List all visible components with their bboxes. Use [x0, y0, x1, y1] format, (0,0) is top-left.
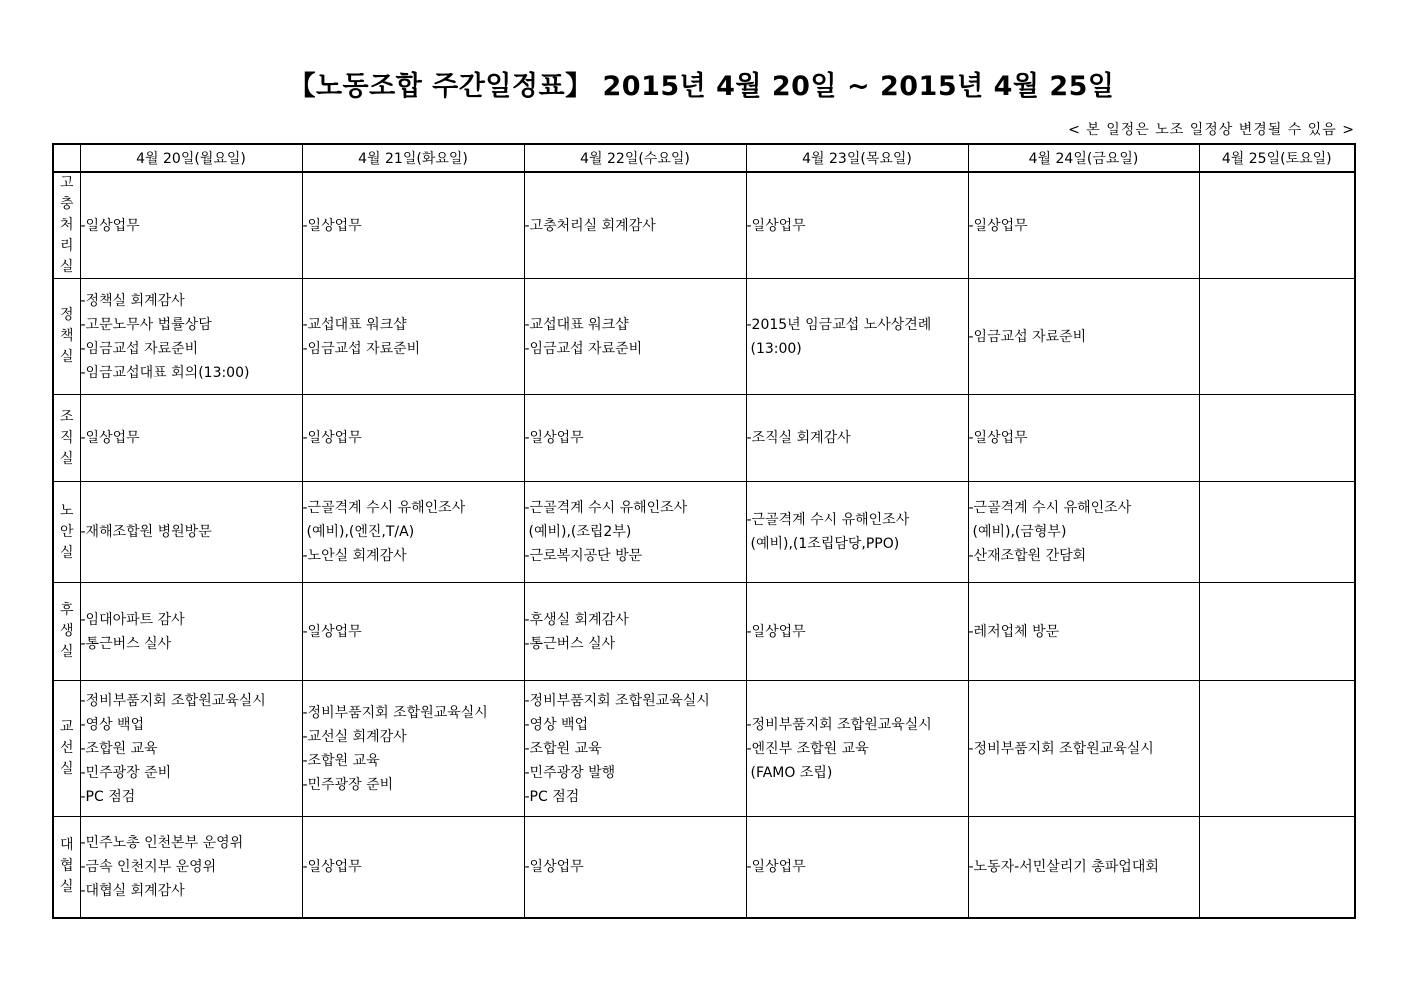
schedule-row — [53, 395, 1355, 482]
schedule-item: -조합원 교육 — [524, 740, 602, 757]
schedule-cell — [968, 395, 1199, 482]
schedule-cell — [746, 681, 968, 817]
schedule-item: -민주노총 인천본부 운영위 — [80, 834, 244, 851]
schedule-item: (예비),(엔진,T/A) — [306, 524, 415, 540]
department-name: 노안실 — [59, 502, 74, 561]
day-header: 4월 23일(목요일) — [746, 144, 968, 172]
schedule-item: -정비부품지회 조합원교육실시 — [524, 692, 710, 709]
schedule-item: -민주광장 준비 — [80, 764, 172, 781]
day-header: 4월 21일(화요일) — [302, 144, 524, 172]
schedule-cell — [746, 482, 968, 583]
schedule-item: (예비),(1조립담당,PPO) — [750, 536, 900, 552]
schedule-item: -일상업무 — [80, 217, 140, 234]
schedule-item: -노안실 회계감사 — [302, 548, 407, 564]
schedule-item: (예비),(금형부) — [972, 524, 1067, 540]
schedule-item: -임금교섭 자료준비 — [302, 340, 421, 357]
schedule-item: -정비부품지회 조합원교육실시 — [80, 692, 266, 709]
schedule-item: -레저업체 방문 — [968, 623, 1060, 640]
day-header: 4월 22일(수요일) — [524, 144, 746, 172]
schedule-item: -일상업무 — [746, 858, 806, 875]
schedule-cell — [80, 279, 302, 395]
schedule-cell — [1199, 279, 1355, 395]
schedule-item: -고충처리실 회계감사 — [524, 217, 656, 234]
schedule-cell — [746, 279, 968, 395]
schedule-item: -임금교섭대표 회의(13:00) — [80, 364, 250, 381]
department-name: 조직실 — [59, 408, 74, 467]
schedule-item: -임대아파트 감사 — [80, 611, 185, 628]
schedule-cell — [302, 817, 524, 918]
schedule-item: -금속 인천지부 운영위 — [80, 858, 217, 875]
day-header: 4월 24일(금요일) — [968, 144, 1199, 172]
corner-cell — [53, 144, 80, 172]
schedule-item: -민주광장 발행 — [524, 764, 616, 781]
schedule-cell — [968, 583, 1199, 681]
schedule-item: -산재조합원 간담회 — [968, 548, 1087, 564]
schedule-item: -일상업무 — [746, 217, 806, 234]
schedule-item: (예비),(조립2부) — [528, 524, 632, 540]
schedule-item: -통근버스 실사 — [524, 635, 616, 652]
schedule-cell — [524, 681, 746, 817]
schedule-cell — [80, 172, 302, 279]
department-label — [53, 482, 80, 583]
schedule-cell — [1199, 395, 1355, 482]
schedule-change-note: < 본 일정은 노조 일정상 변경될 수 있음 > — [1068, 122, 1355, 138]
schedule-item: -근골격계 수시 유해인조사 — [302, 500, 466, 516]
schedule-cell — [80, 817, 302, 918]
schedule-item: -일상업무 — [968, 217, 1028, 234]
schedule-item: -일상업무 — [80, 430, 140, 446]
schedule-cell — [80, 482, 302, 583]
schedule-cell — [746, 583, 968, 681]
schedule-item: -재해조합원 병원방문 — [80, 524, 212, 540]
department-label — [53, 583, 80, 681]
schedule-cell — [80, 395, 302, 482]
schedule-item: -일상업무 — [302, 217, 362, 234]
schedule-item: -정비부품지회 조합원교육실시 — [968, 740, 1154, 757]
schedule-item: -임금교섭 자료준비 — [968, 328, 1087, 345]
schedule-row — [53, 279, 1355, 395]
schedule-cell — [968, 482, 1199, 583]
schedule-item: -일상업무 — [302, 858, 362, 875]
schedule-cell — [302, 482, 524, 583]
schedule-row — [53, 681, 1355, 817]
schedule-cell — [968, 817, 1199, 918]
day-header: 4월 20일(월요일) — [80, 144, 302, 172]
schedule-item: -PC 점검 — [524, 788, 580, 805]
schedule-item: -엔진부 조합원 교육 — [746, 740, 869, 757]
schedule-item: -2015년 임금교섭 노사상견례 — [746, 316, 932, 333]
department-label — [53, 681, 80, 817]
schedule-cell — [1199, 583, 1355, 681]
schedule-item: -교섭대표 워크샵 — [524, 316, 629, 333]
schedule-cell — [524, 395, 746, 482]
schedule-item: -정책실 회계감사 — [80, 292, 185, 309]
header-row — [53, 144, 1355, 172]
schedule-item: -영상 백업 — [524, 716, 589, 733]
department-label — [53, 395, 80, 482]
schedule-item: -임금교섭 자료준비 — [524, 340, 643, 357]
schedule-cell — [302, 279, 524, 395]
schedule-cell — [968, 172, 1199, 279]
department-name: 후생실 — [59, 602, 74, 660]
schedule-item: -민주광장 준비 — [302, 776, 394, 793]
schedule-item: -근골격계 수시 유해인조사 — [968, 500, 1132, 516]
schedule-row — [53, 172, 1355, 279]
schedule-item: -후생실 회계감사 — [524, 611, 629, 628]
page-title: 【노동조합 주간일정표】 2015년 4월 20일 ~ 2015년 4월 25일 — [288, 71, 1115, 102]
schedule-cell — [1199, 172, 1355, 279]
schedule-cell — [302, 395, 524, 482]
schedule-item: -일상업무 — [746, 623, 806, 640]
schedule-item: -정비부품지회 조합원교육실시 — [302, 704, 488, 721]
schedule-item: -통근버스 실사 — [80, 635, 172, 652]
schedule-cell — [524, 482, 746, 583]
schedule-cell — [968, 681, 1199, 817]
weekly-schedule-table — [52, 143, 1356, 919]
schedule-item: -일상업무 — [524, 430, 584, 446]
schedule-cell — [524, 172, 746, 279]
department-label — [53, 279, 80, 395]
department-name: 정책실 — [59, 307, 74, 365]
schedule-item: -일상업무 — [524, 858, 584, 875]
schedule-cell — [80, 583, 302, 681]
schedule-item: -일상업무 — [968, 430, 1028, 446]
department-label — [53, 172, 80, 279]
schedule-item: (13:00) — [750, 340, 802, 357]
schedule-item: -근골격계 수시 유해인조사 — [746, 512, 910, 528]
schedule-cell — [1199, 681, 1355, 817]
department-label — [53, 817, 80, 918]
schedule-item: -근골격계 수시 유해인조사 — [524, 500, 688, 516]
schedule-item: -정비부품지회 조합원교육실시 — [746, 716, 932, 733]
schedule-item: -고문노무사 법률상담 — [80, 316, 212, 333]
schedule-row — [53, 817, 1355, 918]
schedule-item: -교선실 회계감사 — [302, 728, 407, 745]
schedule-cell — [524, 583, 746, 681]
schedule-item: -조합원 교육 — [80, 740, 158, 757]
day-header: 4월 25일(토요일) — [1199, 144, 1355, 172]
schedule-cell — [302, 172, 524, 279]
schedule-body — [53, 172, 1355, 918]
schedule-item: -일상업무 — [302, 623, 362, 640]
schedule-cell — [746, 817, 968, 918]
schedule-cell — [524, 817, 746, 918]
schedule-item: -영상 백업 — [80, 716, 145, 733]
schedule-item: -조합원 교육 — [302, 752, 380, 769]
schedule-item: -일상업무 — [302, 430, 362, 446]
schedule-item: -대협실 회계감사 — [80, 882, 185, 899]
schedule-cell — [968, 279, 1199, 395]
schedule-item: -임금교섭 자료준비 — [80, 340, 199, 357]
schedule-cell — [524, 279, 746, 395]
schedule-cell — [746, 395, 968, 482]
schedule-item: (FAMO 조립) — [750, 764, 833, 781]
schedule-cell — [1199, 817, 1355, 918]
department-name: 대협실 — [59, 837, 74, 896]
schedule-item: -PC 점검 — [80, 788, 136, 805]
schedule-row — [53, 482, 1355, 583]
schedule-item: -조직실 회계감사 — [746, 430, 851, 446]
schedule-cell — [80, 681, 302, 817]
department-name: 고충처리실 — [59, 175, 74, 275]
schedule-cell — [746, 172, 968, 279]
schedule-item: -노동자-서민살리기 총파업대회 — [968, 858, 1159, 875]
schedule-cell — [1199, 482, 1355, 583]
schedule-row — [53, 583, 1355, 681]
schedule-item: -교섭대표 워크샵 — [302, 316, 407, 333]
schedule-item: -근로복지공단 방문 — [524, 548, 643, 564]
schedule-cell — [302, 681, 524, 817]
department-name: 교선실 — [59, 719, 74, 777]
schedule-cell — [302, 583, 524, 681]
